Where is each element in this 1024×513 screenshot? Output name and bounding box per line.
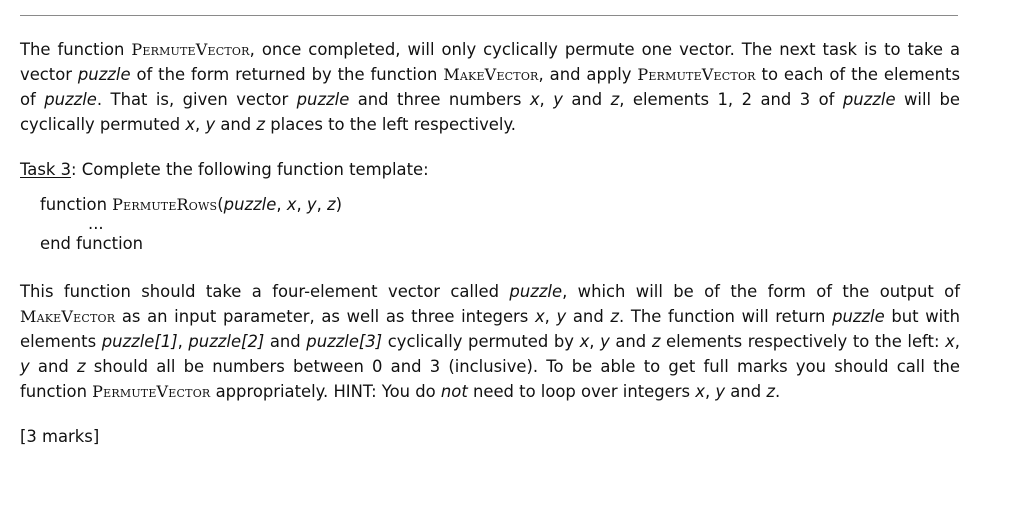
document-body <box>20 37 960 449</box>
template-end: end function <box>40 234 144 253</box>
task-heading: Task 3: Complete the following function template: <box>20 160 429 179</box>
template-signature: function PermuteRows(puzzle, x, y, z) <box>40 195 342 214</box>
top-rule <box>20 15 958 16</box>
function-name-makevector: MakeVector <box>20 307 116 326</box>
function-name-permuterows: PermuteRows <box>112 195 218 214</box>
function-name-permutevector: PermuteVector <box>637 65 756 84</box>
function-name-permutevector: PermuteVector <box>92 382 211 401</box>
intro-paragraph: The function PermuteVector, once completed, will only cyclically permute one vector. The next task is to take a vector puzzle of the form returned by the function MakeVector, and apply PermuteVector to each of the elements of puzzle. That is, given vector puzzle and three numbers x, y and z, elements 1, 2 and 3 of puzzle will be cyclically permuted x, y and z places to the left respectively. <box>20 40 960 134</box>
task-label: Task 3 <box>20 160 72 179</box>
function-name-makevector: MakeVector <box>443 65 539 84</box>
function-template <box>40 192 960 256</box>
template-ellipsis: ... <box>88 214 104 233</box>
description-paragraph: This function should take a four-element vector called puzzle, which will be of the form of the output of MakeVector as an input parameter, as well as three integers x, y and z. The function will return puzzle but with elements puzzle[1], puzzle[2] and puzzle[3] cyclically permuted by x, y and z elements respectively to the left: x, y and z should all be numbers between 0 and 3 (inclusive). To be able to get full marks you should call the function PermuteVector appropriately. HINT: You do not need to loop over integers x, y and z. <box>20 282 960 401</box>
marks-label: [3 marks] <box>20 427 100 446</box>
function-name-permutevector: PermuteVector <box>131 40 250 59</box>
